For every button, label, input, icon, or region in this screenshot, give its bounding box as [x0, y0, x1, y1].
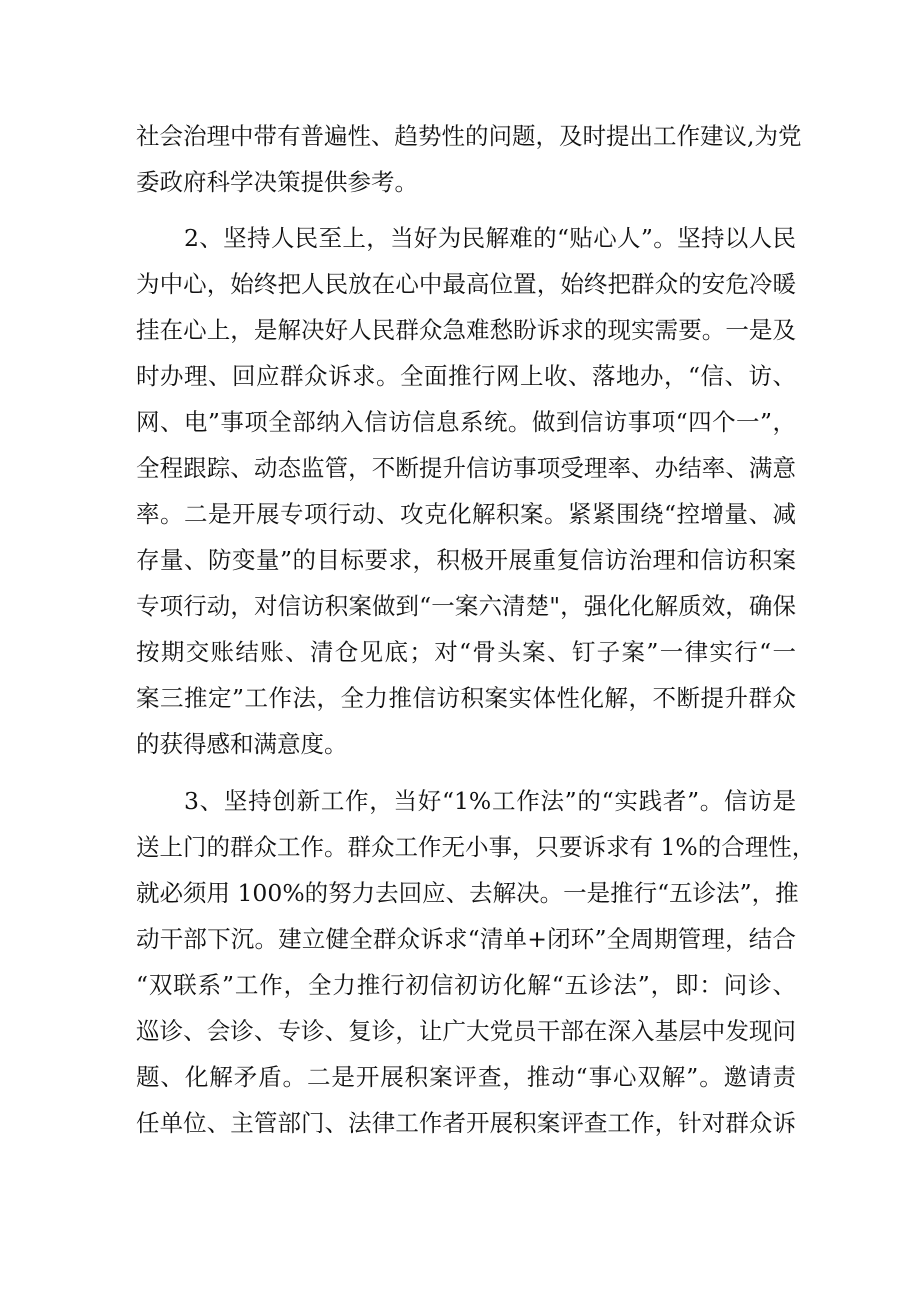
text-line: 全程跟踪、动态监管，不断提升信访事项受理率、办结率、满意	[136, 454, 796, 482]
text-line: 为中心，始终把人民放在心中最高位置，始终把群众的安危冷暖	[136, 270, 796, 298]
text-line: 委政府科学决策提供参考。	[136, 168, 418, 196]
text-line: 挂在心上，是解决好人民群众急难愁盼诉求的现实需要。一是及	[136, 316, 796, 344]
text-line: 题、化解矛盾。二是开展积案评查，推动“事心双解”。邀请责	[136, 1063, 796, 1091]
text-line: 按期交账结账、清仓见底；对“骨头案、钉子案”一律实行“一	[136, 638, 796, 666]
text-line: “双联系”工作，全力推行初信初访化解“五诊法”，即：问诊、	[136, 971, 796, 999]
text-line: 任单位、主管部门、法律工作者开展积案评查工作，针对群众诉	[136, 1109, 796, 1137]
text-line: 送上门的群众工作。群众工作无小事，只要诉求有 1%的合理性，	[136, 833, 816, 861]
text-line: 存量、防变量”的目标要求，积极开展重复信访治理和信访积案	[136, 546, 796, 574]
text-line: 动干部下沉。建立健全群众诉求“清单+闭环”全周期管理，结合	[136, 925, 796, 953]
text-line: 就必须用 100%的努力去回应、去解决。一是推行“五诊法”，推	[136, 879, 799, 907]
text-line: 网、电”事项全部纳入信访信息系统。做到信访事项“四个一”，	[136, 408, 796, 436]
text-line: 巡诊、会诊、专诊、复诊，让广大党员干部在深入基层中发现问	[136, 1017, 796, 1045]
text-line: 社会治理中带有普遍性、趋势性的问题，及时提出工作建议,为党	[136, 122, 802, 150]
text-line: 率。二是开展专项行动、攻克化解积案。紧紧围绕“控增量、减	[136, 500, 796, 528]
text-line: 专项行动，对信访积案做到“一案六清楚"，强化化解质效，确保	[136, 592, 796, 620]
text-line: 案三推定”工作法，全力推信访积案实体性化解，不断提升群众	[136, 684, 796, 712]
paragraph-2-first-line: 2、坚持人民至上，当好为民解难的“贴心人”。坚持以人民	[184, 224, 796, 252]
paragraph-3-first-line: 3、坚持创新工作，当好“1%工作法”的“实践者”。信访是	[184, 787, 796, 815]
text-line: 时办理、回应群众诉求。全面推行网上收、落地办，“信、访、	[136, 362, 796, 390]
text-line: 的获得感和满意度。	[136, 730, 348, 758]
